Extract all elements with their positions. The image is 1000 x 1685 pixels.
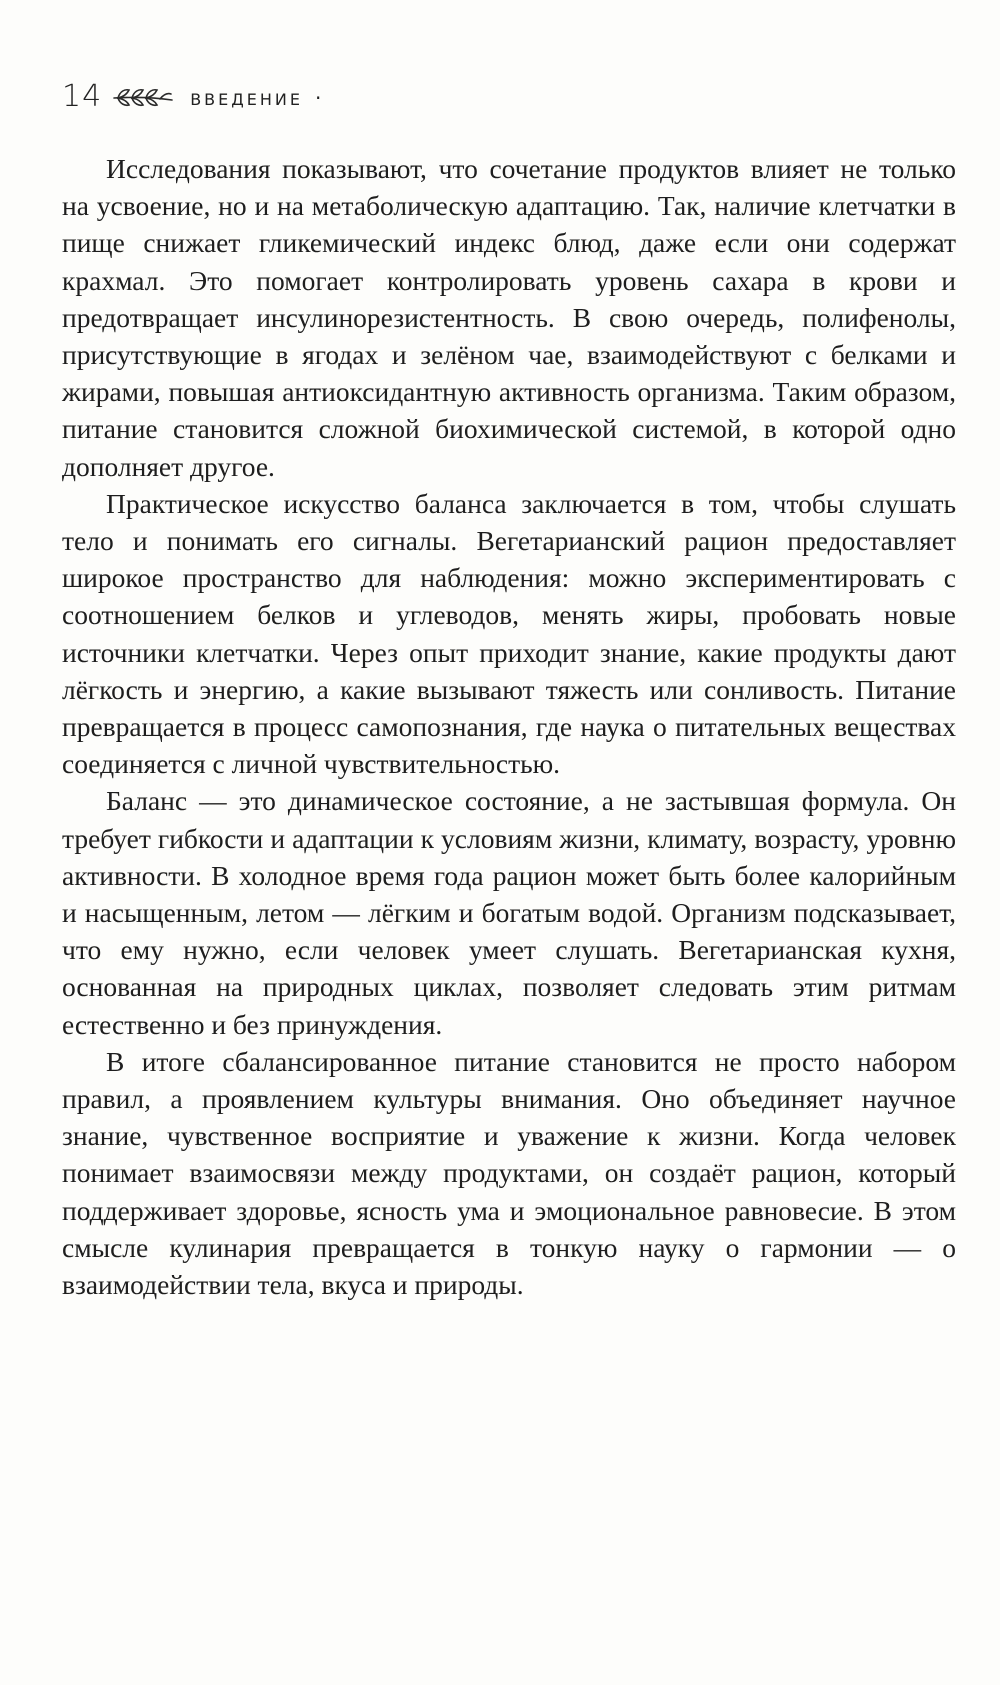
body-text [62, 150, 956, 1303]
header-separator: · [314, 86, 322, 110]
section-title: ВВЕДЕНИЕ [190, 89, 303, 109]
page-header [62, 72, 321, 120]
paragraph: Баланс — это динамическое состояние, а не застывшая формула. Он требует гибкости и адаптации к условиям жизни, климату, возрасту, уровню активности. В холодное время года рацион может быть более калорийным и насыщенным, летом — лёгким и богатым водой. Организм подсказывает, что ему нужно, если человек умеет слушать. Вегетарианская кухня, основанная на природных циклах, позволяет следовать этим ритмам естественно и без принуждения. [62, 785, 956, 1040]
paragraph: Практическое искусство баланса заключается в том, чтобы слушать тело и понимать его сигналы. Вегетарианский рацион предоставляет широкое пространство для наблюдения: можно экспериментировать с соотношением белков и углеводов, менять жиры, пробовать новые источники клетчатки. Через опыт приходит знание, какие продукты дают лёгкость и энергию, а какие вызывают тяжесть или сонливость. Питание превращается в процесс самопознания, где наука о питательных веществах соединяется с личной чувствительностью. [62, 487, 956, 780]
paragraph: В итоге сбалансированное питание становится не просто набором правил, а проявлением культуры внимания. Оно объединяет научное знание, чувственное восприятие и уважение к жизни. Когда человек понимает взаимосвязи между продуктами, он создаёт рацион, который поддерживает здоровье, ясность ума и эмоциональное равновесие. В этом смысле кулинария превращается в тонкую науку о гармонии — о взаимодействии тела, вкуса и природы. [62, 1045, 956, 1301]
paragraph: Исследования показывают, что сочетание продуктов влияет не только на усвоение, но и на метаболическую адаптацию. Так, наличие клетчатки в пище снижает гликемический индекс блюд, даже если они содержат крахмал. Это помогает контролировать уровень сахара в крови и предотвращает инсулинорезистентность. В свою очередь, полифенолы, присутствующие в ягодах и зелёном чае, взаимодействуют с белками и жирами, повышая антиоксидантную активность организма. Таким образом, питание становится сложной биохимической системой, в которой одно дополняет другое. [62, 153, 956, 482]
leaf-branch-icon [112, 81, 174, 111]
page-number: 14 [62, 78, 103, 114]
